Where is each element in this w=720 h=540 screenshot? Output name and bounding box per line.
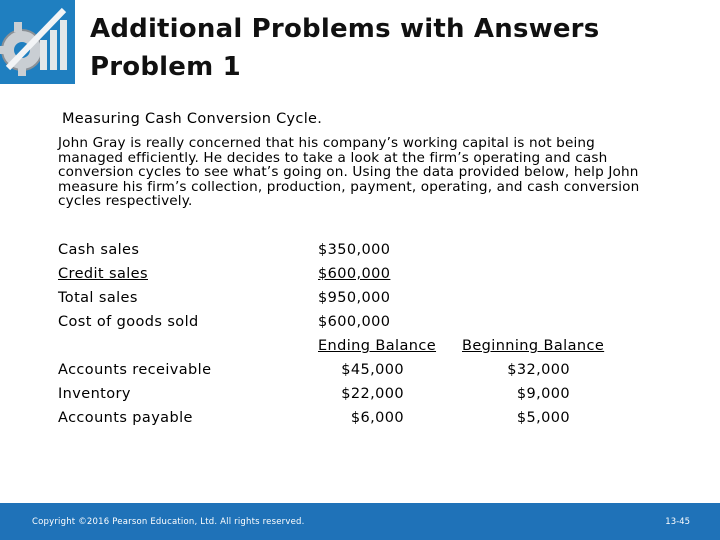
finance-logo (0, 0, 75, 84)
accounts-payable-beginning: $5,000 (516, 410, 570, 426)
cash-sales-value: $350,000 (318, 242, 391, 258)
footer-bar (0, 503, 720, 540)
paragraph-line: measure his firm’s collection, production, payment, operating, and cash conversion (58, 178, 640, 195)
total-sales-label: Total sales (58, 290, 138, 306)
ending-balance-header: Ending Balance (318, 338, 437, 354)
paragraph-line: cycles respectively. (58, 193, 193, 210)
credit-sales-label: Credit sales (58, 266, 148, 282)
total-sales-value: $950,000 (318, 290, 391, 306)
beginning-balance-header: Beginning Balance (462, 338, 605, 354)
title-line-1: Additional Problems with Answers (90, 14, 600, 44)
inventory-beginning: $9,000 (516, 386, 570, 402)
cogs-label: Cost of goods sold (58, 314, 199, 330)
accounts-payable-label: Accounts payable (58, 410, 193, 426)
paragraph-line: managed efficiently. He decides to take a look at the firm’s operating and cash (58, 149, 608, 166)
accounts-receivable-beginning: $32,000 (507, 362, 570, 378)
accounts-payable-ending: $6,000 (350, 410, 404, 426)
gear-chart-icon (0, 0, 75, 84)
page-number: 13-45 (665, 517, 690, 527)
copyright-notice: Copyright ©2016 Pearson Education, Ltd. All rights reserved. (32, 517, 305, 527)
slide-title (90, 10, 599, 86)
problem-description (58, 136, 698, 209)
cash-sales-label: Cash sales (58, 242, 140, 258)
paragraph-line: John Gray is really concerned that his company’s working capital is not being (58, 135, 595, 151)
credit-sales-value: $600,000 (318, 266, 391, 282)
paragraph-line: conversion cycles to see what’s going on. Using the data provided below, help John (58, 164, 639, 181)
title-line-2: Problem 1 (90, 52, 241, 82)
inventory-label: Inventory (58, 386, 131, 402)
inventory-ending: $22,000 (341, 386, 404, 402)
accounts-receivable-ending: $45,000 (341, 362, 404, 378)
accounts-receivable-label: Accounts receivable (58, 362, 212, 378)
problem-subtitle: Measuring Cash Conversion Cycle. (62, 111, 323, 127)
cogs-value: $600,000 (318, 314, 391, 330)
